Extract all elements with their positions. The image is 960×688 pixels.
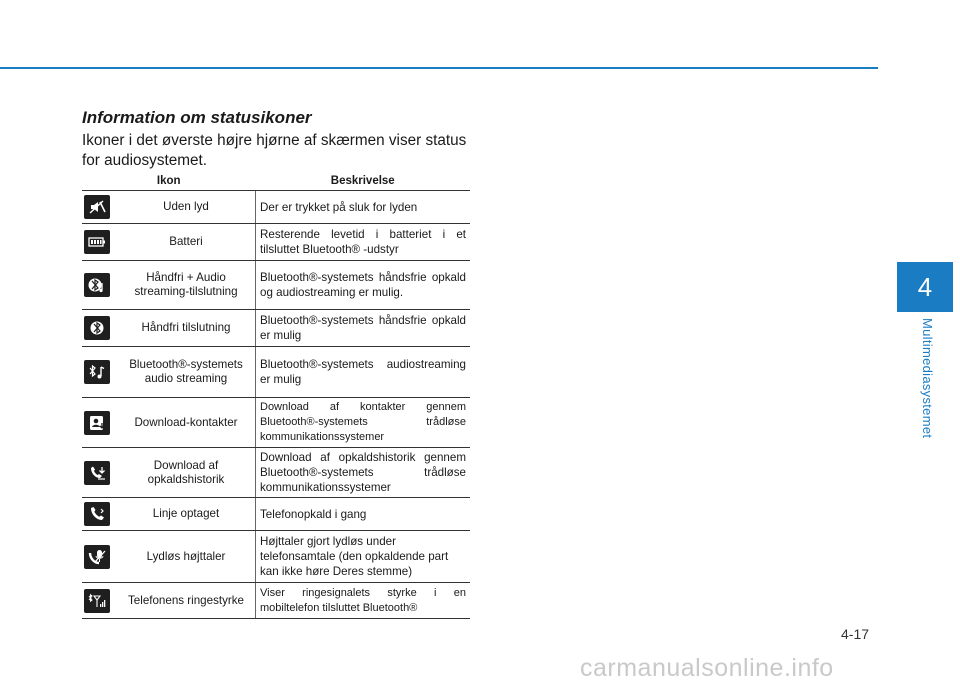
table-row [82, 347, 470, 398]
handsfree-icon [84, 316, 110, 340]
icon-name: Telefonens ringestyrke [117, 583, 256, 619]
icon-description: Bluetooth®-systemets håndsfrie opkald og audiostreaming er mulig. [256, 261, 471, 310]
page-number: 4-17 [841, 626, 870, 642]
icon-description: Viser ringesignalets styrke i en mobiltelefon tilsluttet Bluetooth® [256, 583, 471, 619]
chapter-number-tab: 4 [897, 262, 953, 312]
table-row [82, 531, 470, 583]
table-row [82, 310, 470, 347]
icon-name: Download-kontakter [117, 398, 256, 448]
icon-name: Uden lyd [117, 191, 256, 224]
battery-icon [84, 230, 110, 254]
icon-description: Bluetooth®-systemets audiostreaming er mulig [256, 347, 471, 398]
icon-name: Download af opkaldshistorik [117, 448, 256, 498]
header-icon: Ikon [82, 172, 256, 191]
section-intro: Ikoner i det øverste højre hjørne af skærmen viser status for audiosystemet. [82, 132, 467, 169]
table-row [82, 191, 470, 224]
icon-name: Bluetooth®-systemets audio streaming [117, 347, 256, 398]
icon-name: Håndfri tilslutning [117, 310, 256, 347]
line-busy-icon [84, 502, 110, 526]
table-row [82, 448, 470, 498]
speaker-mute-icon [84, 545, 110, 569]
icon-description: Telefonopkald i gang [256, 498, 471, 531]
icon-description: Højttaler gjort lydløs under telefonsamtale (den opkaldende part kan ikke høre Deres stemme) [256, 531, 471, 583]
status-icon-table [82, 172, 470, 619]
chapter-name: Multimediasystemet [920, 318, 935, 439]
handsfree-audio-icon [84, 273, 110, 297]
table-row [82, 583, 470, 619]
icon-description: Der er trykket på sluk for lyden [256, 191, 471, 224]
contacts-download-icon [84, 411, 110, 435]
icon-name: Lydløs højttaler [117, 531, 256, 583]
icon-description: Download af kontakter gennem Bluetooth®-systemets trådløse kommunikationssystemer [256, 398, 471, 448]
mute-icon [84, 195, 110, 219]
header-description: Beskrivelse [256, 172, 471, 191]
table-row [82, 498, 470, 531]
call-history-download-icon [84, 461, 110, 485]
table-row [82, 224, 470, 261]
icon-name: Håndfri + Audio streaming-tilslutning [117, 261, 256, 310]
icon-name: Batteri [117, 224, 256, 261]
table-row [82, 261, 470, 310]
icon-description: Resterende levetid i batteriet i et tilsluttet Bluetooth® -udstyr [256, 224, 471, 261]
icon-description: Download af opkaldshistorik gennem Bluetooth®-systemets trådløse kommunikationssystemer [256, 448, 471, 498]
watermark: carmanualsonline.info [580, 654, 834, 682]
table-row [82, 398, 470, 448]
audio-streaming-icon [84, 360, 110, 384]
icon-name: Linje optaget [117, 498, 256, 531]
top-rule [0, 67, 878, 69]
signal-strength-icon [84, 589, 110, 613]
section-title: Information om statusikoner [82, 108, 312, 127]
icon-description: Bluetooth®-systemets håndsfrie opkald er mulig [256, 310, 471, 347]
